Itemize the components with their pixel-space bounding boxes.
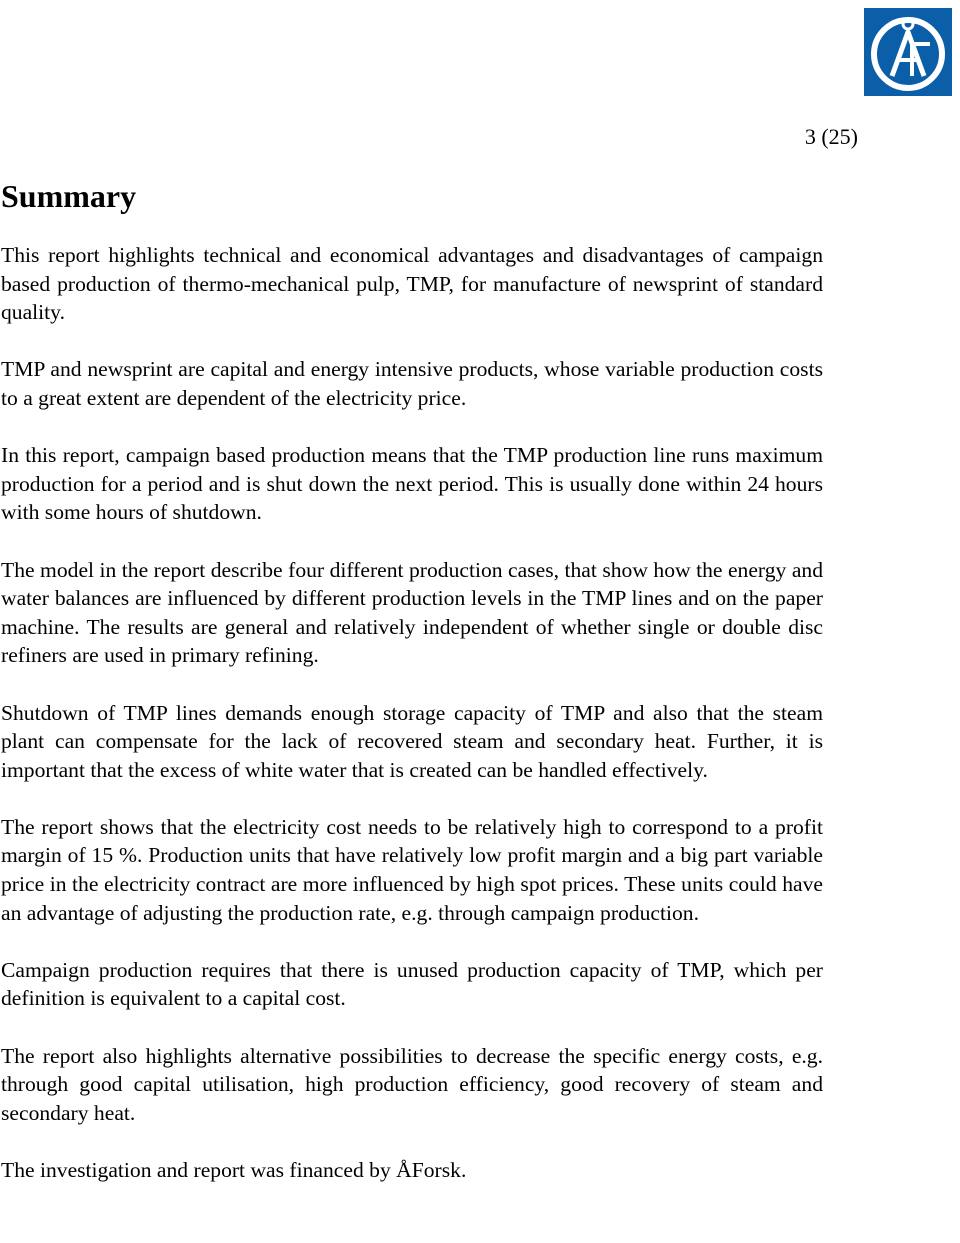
paragraph-4: The model in the report describe four different production cases, that show how the energy and water balances are influenced by different production levels in the TMP lines and on the paper machine. The results are general and relatively independent of whether single or double disc refiners are used in primary refining.: [1, 557, 823, 668]
paragraph-9: The investigation and report was financed by ÅForsk.: [1, 1158, 467, 1182]
company-logo: [864, 8, 952, 96]
af-logo-icon: [864, 8, 952, 96]
paragraph-6: The report shows that the electricity cost needs to be relatively high to correspond to a profit margin of 15 %. Production units that have relatively low profit margin and a big part variable price in the electricity contract are more influenced by high spot prices. These units could have an advantage of adjusting the production rate, e.g. through campaign production.: [1, 814, 823, 925]
summary-body: [1, 241, 823, 1185]
paragraph-1: This report highlights technical and economical advantages and disadvantages of campaign based production of thermo-mechanical pulp, TMP, for manufacture of newsprint of standard quality.: [1, 243, 823, 325]
paragraph-5: Shutdown of TMP lines demands enough storage capacity of TMP and also that the steam plant can compensate for the lack of recovered steam and secondary heat. Further, it is important that the excess of white water that is created can be handled effectively.: [1, 700, 823, 782]
page-number: 3 (25): [804, 124, 858, 149]
paragraph-8: The report also highlights alternative possibilities to decrease the specific energy costs, e.g. through good capital utilisation, high production efficiency, good recovery of steam and secondary heat.: [1, 1043, 823, 1125]
paragraph-7: Campaign production requires that there is unused production capacity of TMP, which per definition is equivalent to a capital cost.: [1, 957, 823, 1011]
paragraph-3: In this report, campaign based production means that the TMP production line runs maximum production for a period and is shut down the next period. This is usually done within 24 hours with some hours of shutdown.: [1, 443, 823, 525]
section-title: Summary: [1, 178, 137, 214]
paragraph-2: TMP and newsprint are capital and energy intensive products, whose variable production costs to a great extent are dependent of the electricity price.: [1, 357, 823, 410]
